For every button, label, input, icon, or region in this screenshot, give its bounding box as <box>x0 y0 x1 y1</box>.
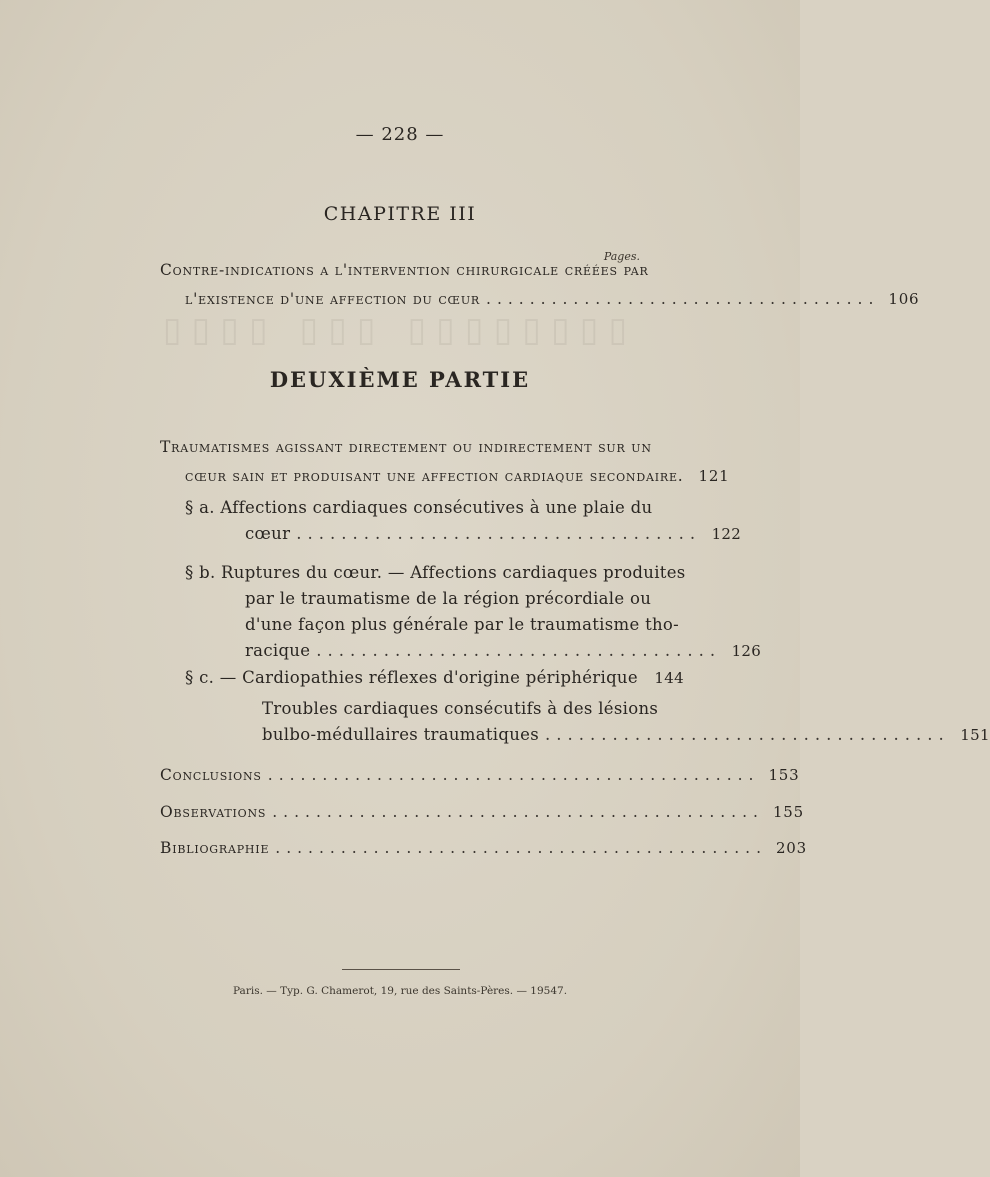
observations-label: Observations <box>160 803 267 821</box>
section-a-line1: § a. Affections cardiaques consécutives à une plaie du <box>185 498 653 517</box>
section-a-line2: cœur <box>245 524 291 543</box>
section-b-entry-last <box>245 639 762 663</box>
bleed-through-texture: ▯▯▯▯ ▯▯▯ ▯▯▯▯▯▯▯▯ <box>162 310 638 350</box>
pages-column-label: Pages. <box>603 250 640 263</box>
leader-dots: ............................................. <box>272 803 764 821</box>
section-a-entry <box>245 522 742 546</box>
chapter-entry <box>185 287 920 311</box>
leader-dots: .................................... <box>486 290 880 308</box>
observations-entry <box>160 800 804 824</box>
troubles-line2: bulbo-médullaires traumatiques <box>262 725 539 744</box>
leader-dots: .................................... <box>296 524 702 543</box>
section-c-line1: § c. — Cardiopathies réflexes d'origine périphérique <box>185 668 638 687</box>
part-entry-line2: cœur sain et produisant une affection cardiaque secondaire. <box>185 467 684 485</box>
leader-dots: .................................... <box>316 641 722 660</box>
section-b-page: 126 <box>731 642 762 660</box>
chapter-entry-line2: l'existence d'une affection du cœur <box>185 290 481 308</box>
section-b-line2: par le traumatisme de la région précordiale ou <box>245 589 652 608</box>
section-a-page: 122 <box>711 525 742 543</box>
part-entry <box>185 464 730 488</box>
part-title: DEUXIÈME PARTIE <box>269 367 531 392</box>
part-entry-page: 121 <box>698 467 730 485</box>
chapter-entry-line1: Contre-indications a l'intervention chirurgicale créées par <box>160 261 649 279</box>
conclusions-page: 153 <box>768 766 800 784</box>
section-b-line4: racique <box>245 641 311 660</box>
conclusions-label: Conclusions <box>160 766 262 784</box>
chapter-entry-page: 106 <box>888 290 920 308</box>
leader-dots: ............................................. <box>275 839 767 857</box>
page-number: — 228 — <box>355 124 445 145</box>
troubles-page: 151 <box>960 726 990 744</box>
imprint-divider <box>342 969 460 970</box>
section-b-line1: § b. Ruptures du cœur. — Affections cardiaques produites <box>185 563 686 582</box>
bibliographie-entry <box>160 836 807 860</box>
printer-imprint: Paris. — Typ. G. Chamerot, 19, rue des Saints-Pères. — 19547. <box>232 985 568 997</box>
section-b-line3: d'une façon plus générale par le traumatisme tho- <box>245 615 680 634</box>
bibliographie-label: Bibliographie <box>160 839 270 857</box>
troubles-entry <box>262 723 990 747</box>
section-c-entry <box>185 666 684 690</box>
chapter-title: CHAPITRE III <box>323 203 477 225</box>
part-entry-line1: Traumatismes agissant directement ou indirectement sur un <box>160 438 652 456</box>
leader-dots: .................................... <box>544 725 950 744</box>
troubles-line1: Troubles cardiaques consécutifs à des lésions <box>262 699 659 718</box>
leader-dots: ............................................. <box>267 766 760 784</box>
bibliographie-page: 203 <box>775 839 807 857</box>
section-c-page: 144 <box>654 669 684 687</box>
conclusions-entry <box>160 763 800 787</box>
observations-page: 155 <box>772 803 804 821</box>
